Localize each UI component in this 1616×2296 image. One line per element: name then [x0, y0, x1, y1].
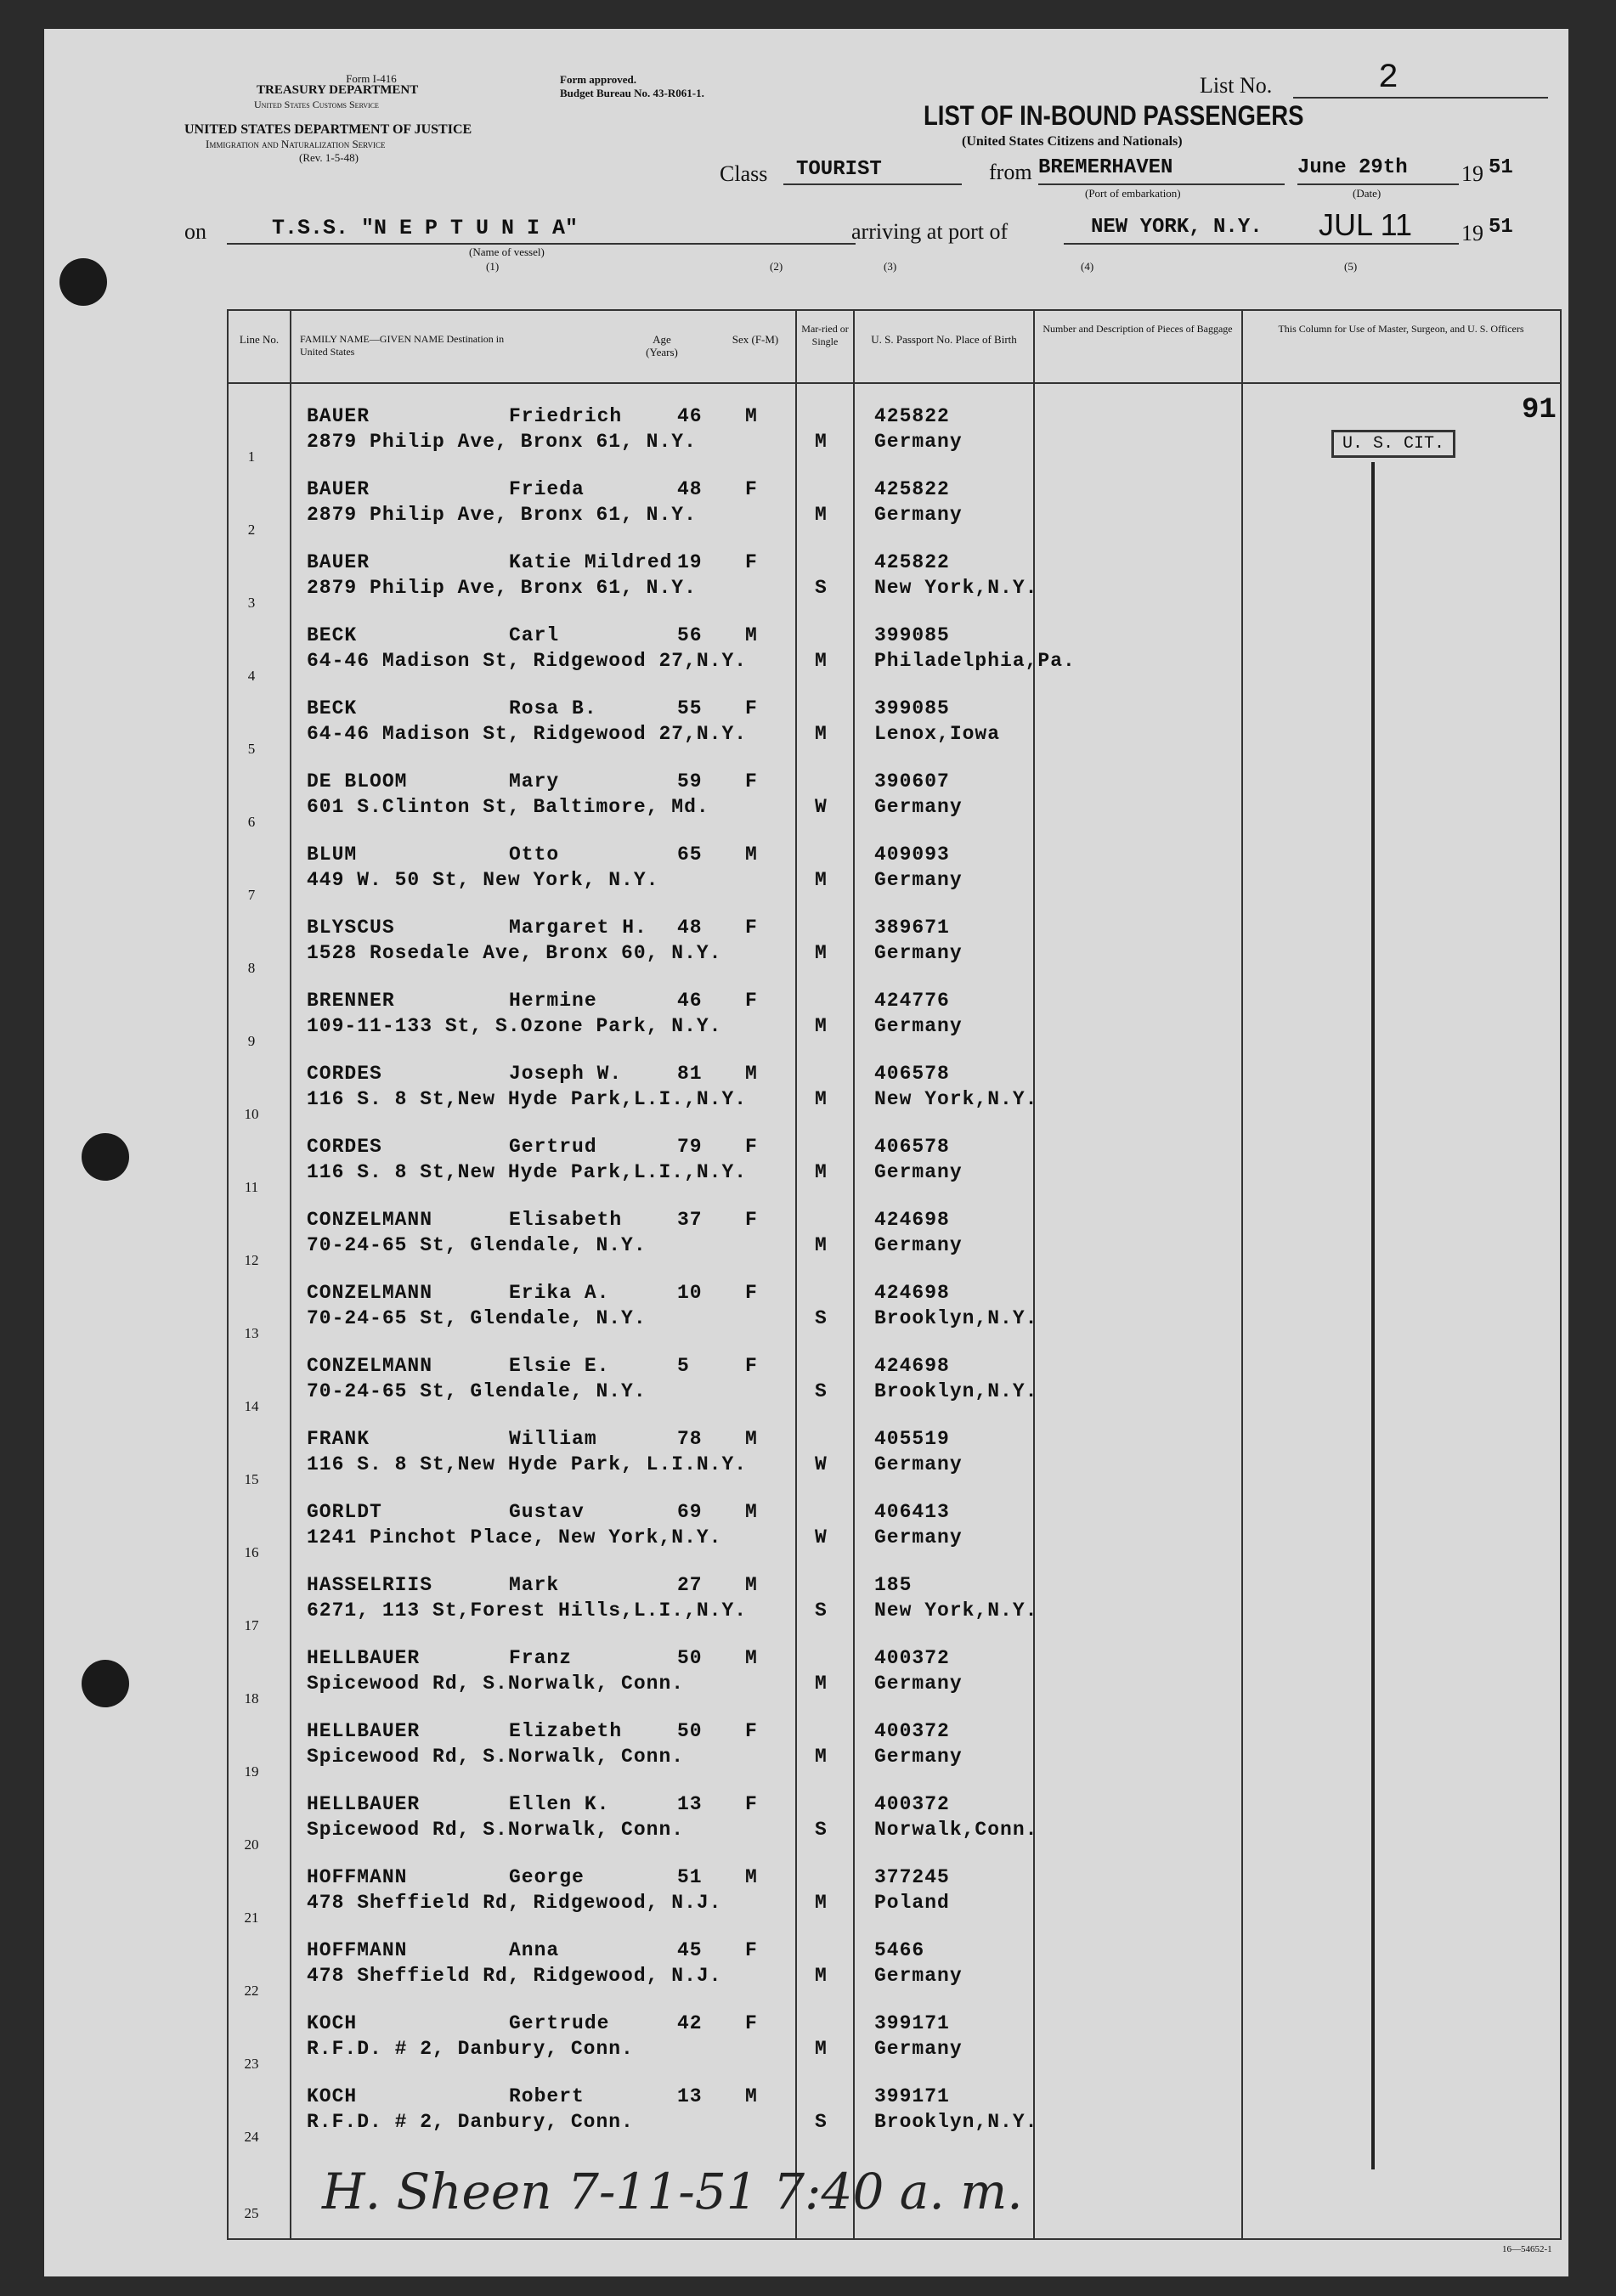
from-underline [1038, 183, 1285, 185]
revision: (Rev. 1-5-48) [299, 151, 359, 164]
passport-no: 400372 [874, 1793, 950, 1815]
family-name: HELLBAUER [307, 1720, 421, 1742]
table-row [229, 1719, 1560, 1792]
address: 1528 Rosedale Ave, Bronx 60, N.Y. [307, 942, 722, 964]
table-row [229, 1792, 1560, 1865]
age: 56 [677, 624, 703, 646]
punch-hole [82, 1133, 129, 1181]
age: 19 [677, 551, 703, 573]
from-label: from [989, 160, 1032, 184]
family-name: CORDES [307, 1063, 382, 1085]
passport-no: 406578 [874, 1136, 950, 1158]
sex: F [745, 478, 758, 500]
birth-place: Brooklyn,N.Y. [874, 1307, 1038, 1329]
address: 70-24-65 St, Glendale, N.Y. [307, 1234, 647, 1256]
table-row [229, 1062, 1560, 1135]
address: Spicewood Rd, S.Norwalk, Conn. [307, 1819, 685, 1841]
address: 116 S. 8 St,New Hyde Park,L.I.,N.Y. [307, 1088, 748, 1110]
class-underline [783, 183, 962, 185]
age: 46 [677, 405, 703, 427]
marital-status: M [815, 942, 828, 964]
family-name: FRANK [307, 1428, 370, 1450]
inspector-signature: H. Sheen 7-11-51 7:40 a. m. [322, 2163, 1023, 2220]
sex: F [745, 1793, 758, 1815]
passport-no: 399171 [874, 2012, 950, 2034]
age: 37 [677, 1209, 703, 1231]
sex: M [745, 1428, 758, 1450]
table-row [229, 1938, 1560, 2011]
sex: M [745, 624, 758, 646]
address: 2879 Philip Ave, Bronx 61, N.Y. [307, 577, 697, 599]
punch-hole [82, 1660, 129, 1707]
passport-no: 424698 [874, 1355, 950, 1377]
list-no-value: 2 [1378, 59, 1399, 98]
age: 42 [677, 2012, 703, 2034]
marital-status: M [815, 1965, 828, 1987]
line-number: 19 [244, 1763, 259, 1780]
port-embarkation: BREMERHAVEN [1038, 156, 1173, 179]
address: 70-24-65 St, Glendale, N.Y. [307, 1380, 647, 1402]
birth-place: Germany [874, 1746, 963, 1768]
family-name: HELLBAUER [307, 1647, 421, 1669]
family-name: CONZELMANN [307, 1282, 433, 1304]
line-number: 12 [244, 1252, 259, 1268]
departure-year: 51 [1489, 156, 1513, 179]
page-title: LIST OF IN-BOUND PASSENGERS [924, 100, 1304, 131]
address: 70-24-65 St, Glendale, N.Y. [307, 1307, 647, 1329]
marital-status: S [815, 1380, 828, 1402]
given-name: Franz [509, 1647, 573, 1669]
birth-place: Germany [874, 504, 963, 526]
birth-place: Germany [874, 1015, 963, 1037]
form-number: Form I-416 [346, 72, 397, 85]
col2-number: (2) [770, 260, 783, 273]
doj: UNITED STATES DEPARTMENT OF JUSTICE [184, 122, 472, 137]
vessel-caption: (Name of vessel) [469, 245, 545, 258]
line-number: 5 [247, 741, 256, 757]
passport-no: 399085 [874, 697, 950, 719]
line-number: 24 [244, 2129, 259, 2145]
age: 10 [677, 1282, 703, 1304]
departure-date: June 29th [1297, 156, 1408, 179]
family-name: BLYSCUS [307, 917, 395, 939]
line-number: 3 [247, 595, 256, 611]
sex: F [745, 1355, 758, 1377]
passport-no: 406413 [874, 1501, 950, 1523]
col-baggage: Number and Description of Pieces of Baggage [1042, 323, 1233, 335]
table-row [229, 916, 1560, 989]
birth-place: Germany [874, 1234, 963, 1256]
line-number: 13 [244, 1325, 259, 1341]
line-number: 23 [244, 2056, 259, 2072]
line-number: 21 [244, 1910, 259, 1926]
family-name: HOFFMANN [307, 1939, 408, 1961]
treasury-dept: TREASURY DEPARTMENT [257, 83, 419, 97]
sex: M [745, 1063, 758, 1085]
line-number: 8 [247, 960, 256, 976]
age: 48 [677, 917, 703, 939]
sex: F [745, 697, 758, 719]
budget-bureau: Budget Bureau No. 43-R061-1. [560, 87, 704, 99]
address: 116 S. 8 St,New Hyde Park, L.I.N.Y. [307, 1453, 748, 1475]
marital-status: S [815, 1819, 828, 1841]
address: 64-46 Madison St, Ridgewood 27,N.Y. [307, 723, 748, 745]
age: 45 [677, 1939, 703, 1961]
sex: M [745, 1647, 758, 1669]
given-name: Hermine [509, 990, 597, 1012]
address: 109-11-133 St, S.Ozone Park, N.Y. [307, 1015, 722, 1037]
sex: F [745, 917, 758, 939]
age: 46 [677, 990, 703, 1012]
arrival-year: 51 [1489, 216, 1513, 239]
passport-no: 424698 [874, 1209, 950, 1231]
birth-place: Philadelphia,Pa. [874, 650, 1076, 672]
passport-no: 400372 [874, 1720, 950, 1742]
line-number: 7 [247, 887, 256, 903]
date-underline [1297, 183, 1459, 185]
line-number: 2 [247, 522, 256, 538]
footer-code: 16—54652-1 [1502, 2244, 1552, 2254]
customs-service: United States Customs Service [254, 99, 379, 110]
given-name: Ellen K. [509, 1793, 610, 1815]
line-number: 15 [244, 1471, 259, 1487]
family-name: HOFFMANN [307, 1866, 408, 1888]
passport-no: 425822 [874, 405, 950, 427]
address: R.F.D. # 2, Danbury, Conn. [307, 2038, 634, 2060]
passport-no: 399085 [874, 624, 950, 646]
table-row [229, 1281, 1560, 1354]
address: Spicewood Rd, S.Norwalk, Conn. [307, 1746, 685, 1768]
citizen-bracket-line [1371, 462, 1375, 2169]
birth-place: Poland [874, 1892, 950, 1914]
birth-place: Germany [874, 2038, 963, 2060]
family-name: HELLBAUER [307, 1793, 421, 1815]
age: 27 [677, 1574, 703, 1596]
table-row [229, 1865, 1560, 1938]
given-name: Gertrude [509, 2012, 610, 2034]
address: 64-46 Madison St, Ridgewood 27,N.Y. [307, 650, 748, 672]
passport-no: 424698 [874, 1282, 950, 1304]
class-value: TOURIST [796, 158, 882, 181]
list-no-label: List No. [1200, 73, 1273, 98]
sex: M [745, 1574, 758, 1596]
line-number: 14 [244, 1398, 259, 1414]
punch-hole [59, 258, 107, 306]
table-row [229, 843, 1560, 916]
given-name: Erika A. [509, 1282, 610, 1304]
given-name: Rosa B. [509, 697, 597, 719]
birth-place: New York,N.Y. [874, 577, 1038, 599]
address: 6271, 113 St,Forest Hills,L.I.,N.Y. [307, 1599, 748, 1622]
given-name: Mary [509, 770, 560, 793]
table-row [229, 697, 1560, 770]
col-married: Mar-ried or Single [801, 323, 849, 347]
date-caption: (Date) [1353, 187, 1382, 200]
family-name: KOCH [307, 2012, 358, 2034]
marital-status: M [815, 1015, 828, 1037]
age: 78 [677, 1428, 703, 1450]
age: 13 [677, 2085, 703, 2107]
age: 51 [677, 1866, 703, 1888]
given-name: Katie Mildred [509, 551, 673, 573]
marital-status: W [815, 1453, 828, 1475]
table-row [229, 1135, 1560, 1208]
marital-status: M [815, 431, 828, 453]
birth-place: Norwalk,Conn. [874, 1819, 1038, 1841]
address: 2879 Philip Ave, Bronx 61, N.Y. [307, 504, 697, 526]
sex: F [745, 1282, 758, 1304]
list-no-underline [1293, 97, 1548, 99]
col-age: Age (Years) [646, 333, 678, 358]
arrival-year-prefix: 19 [1461, 221, 1483, 245]
given-name: Margaret H. [509, 917, 647, 939]
col-officers: This Column for Use of Master, Surgeon, and U. S. Officers [1278, 323, 1524, 335]
line-number: 1 [247, 448, 256, 465]
line-number: 16 [244, 1544, 259, 1560]
age: 79 [677, 1136, 703, 1158]
given-name: Robert [509, 2085, 585, 2107]
birth-place: Germany [874, 796, 963, 818]
marital-status: W [815, 1526, 828, 1549]
family-name: BAUER [307, 551, 370, 573]
sex: F [745, 1939, 758, 1961]
given-name: Elsie E. [509, 1355, 610, 1377]
address: 478 Sheffield Rd, Ridgewood, N.J. [307, 1892, 722, 1914]
family-name: BRENNER [307, 990, 395, 1012]
marital-status: S [815, 1599, 828, 1622]
on-label: on [184, 219, 206, 244]
us-citizen-stamp: U. S. CIT. [1331, 430, 1455, 458]
given-name: Gertrud [509, 1136, 597, 1158]
passport-no: 425822 [874, 551, 950, 573]
passport-no: 424776 [874, 990, 950, 1012]
date-year-prefix: 19 [1461, 161, 1483, 186]
family-name: CONZELMANN [307, 1209, 433, 1231]
col-passport: U. S. Passport No. Place of Birth [871, 333, 1017, 346]
sex: F [745, 2012, 758, 2034]
birth-place: Germany [874, 869, 963, 891]
passport-no: 405519 [874, 1428, 950, 1450]
address: Spicewood Rd, S.Norwalk, Conn. [307, 1673, 685, 1695]
passport-no: 5466 [874, 1939, 925, 1961]
family-name: GORLDT [307, 1501, 382, 1523]
col1-number: (1) [486, 260, 500, 273]
sex: F [745, 990, 758, 1012]
port-underline [1064, 243, 1459, 245]
table-row [229, 1208, 1560, 1281]
family-name: CORDES [307, 1136, 382, 1158]
age: 69 [677, 1501, 703, 1523]
col5-number: (5) [1344, 260, 1358, 273]
age: 59 [677, 770, 703, 793]
table-row [229, 989, 1560, 1062]
birth-place: New York,N.Y. [874, 1599, 1038, 1622]
marital-status: M [815, 1088, 828, 1110]
arrival-port: NEW YORK, N.Y. [1091, 216, 1263, 239]
table-row [229, 2011, 1560, 2084]
birth-place: New York,N.Y. [874, 1088, 1038, 1110]
col-name: FAMILY NAME—GIVEN NAME Destination in United States [300, 333, 505, 358]
family-name: BAUER [307, 405, 370, 427]
table-row [229, 477, 1560, 550]
marital-status: S [815, 2111, 828, 2133]
marital-status: M [815, 504, 828, 526]
table-row [229, 770, 1560, 843]
sex: F [745, 1209, 758, 1231]
passport-no: 406578 [874, 1063, 950, 1085]
table-row [229, 550, 1560, 623]
sex: M [745, 405, 758, 427]
vessel-underline [227, 243, 856, 245]
sex: M [745, 1866, 758, 1888]
marital-status: S [815, 1307, 828, 1329]
col4-number: (4) [1081, 260, 1094, 273]
table-row [229, 1354, 1560, 1427]
marital-status: M [815, 1892, 828, 1914]
table-row [229, 623, 1560, 697]
passport-no: 399171 [874, 2085, 950, 2107]
address: 2879 Philip Ave, Bronx 61, N.Y. [307, 431, 697, 453]
passport-no: 425822 [874, 478, 950, 500]
line-number: 10 [244, 1106, 259, 1122]
marital-status: M [815, 1234, 828, 1256]
given-name: Mark [509, 1574, 560, 1596]
age: 65 [677, 843, 703, 866]
birth-place: Germany [874, 1673, 963, 1695]
col3-number: (3) [884, 260, 897, 273]
age: 81 [677, 1063, 703, 1085]
passport-no: 409093 [874, 843, 950, 866]
line-number: 22 [244, 1983, 259, 1999]
marital-status: M [815, 650, 828, 672]
address: 449 W. 50 St, New York, N.Y. [307, 869, 659, 891]
address: 601 S.Clinton St, Baltimore, Md. [307, 796, 709, 818]
ins: Immigration and Naturalization Service [206, 138, 386, 150]
line-number: 20 [244, 1836, 259, 1853]
marital-status: M [815, 1746, 828, 1768]
vessel-name: T.S.S. "N E P T U N I A" [272, 216, 579, 240]
line-number: 18 [244, 1690, 259, 1706]
line-number: 9 [247, 1033, 256, 1049]
line-number: 6 [247, 814, 256, 830]
sex: M [745, 843, 758, 866]
age: 50 [677, 1720, 703, 1742]
age: 13 [677, 1793, 703, 1815]
given-name: Carl [509, 624, 560, 646]
sex: F [745, 1720, 758, 1742]
given-name: Gustav [509, 1501, 585, 1523]
sex: F [745, 1136, 758, 1158]
age: 5 [677, 1355, 690, 1377]
given-name: Elisabeth [509, 1209, 623, 1231]
given-name: Elizabeth [509, 1720, 623, 1742]
birth-place: Germany [874, 1965, 963, 1987]
arriving-label: arriving at port of [851, 219, 1009, 244]
passport-no: 377245 [874, 1866, 950, 1888]
given-name: Anna [509, 1939, 560, 1961]
table-row [229, 1500, 1560, 1573]
family-name: CONZELMANN [307, 1355, 433, 1377]
line-number: 17 [244, 1617, 259, 1633]
col-line-no: Line No. [239, 333, 280, 346]
passenger-table [227, 309, 1562, 2240]
passport-no: 185 [874, 1574, 913, 1596]
birth-place: Brooklyn,N.Y. [874, 2111, 1038, 2133]
age: 55 [677, 697, 703, 719]
given-name: William [509, 1428, 597, 1450]
marital-status: M [815, 2038, 828, 2060]
marital-status: W [815, 796, 828, 818]
sex: M [745, 2085, 758, 2107]
line-number-25: 25 [244, 2205, 259, 2221]
table-row [229, 2084, 1560, 2158]
address: R.F.D. # 2, Danbury, Conn. [307, 2111, 634, 2133]
page-subtitle: (United States Citizens and Nationals) [962, 134, 1183, 149]
given-name: Otto [509, 843, 560, 866]
marital-status: M [815, 723, 828, 745]
family-name: BAUER [307, 478, 370, 500]
sex: M [745, 1501, 758, 1523]
passport-no: 390607 [874, 770, 950, 793]
passport-no: 400372 [874, 1647, 950, 1669]
family-name: KOCH [307, 2085, 358, 2107]
address: 1241 Pinchot Place, New York,N.Y. [307, 1526, 722, 1549]
address: 478 Sheffield Rd, Ridgewood, N.J. [307, 1965, 722, 1987]
form-approved: Form approved. [560, 73, 637, 86]
line-number: 11 [244, 1179, 259, 1195]
given-name: Joseph W. [509, 1063, 623, 1085]
birth-place: Lenox,Iowa [874, 723, 1001, 745]
table-row [229, 1573, 1560, 1646]
given-name: Frieda [509, 478, 585, 500]
class-label: Class [720, 161, 768, 186]
family-name: DE BLOOM [307, 770, 408, 793]
birth-place: Germany [874, 1526, 963, 1549]
table-row [229, 1427, 1560, 1500]
family-name: BECK [307, 624, 358, 646]
col-sex: Sex (F-M) [732, 333, 779, 346]
age: 48 [677, 478, 703, 500]
marital-status: S [815, 577, 828, 599]
table-row [229, 1646, 1560, 1719]
arrival-date-stamp: JUL 11 [1319, 207, 1413, 242]
family-name: BLUM [307, 843, 358, 866]
sex: F [745, 551, 758, 573]
marital-status: M [815, 1673, 828, 1695]
port-embarkation-caption: (Port of embarkation) [1085, 187, 1181, 200]
line-number: 4 [247, 668, 256, 684]
family-name: BECK [307, 697, 358, 719]
address: 116 S. 8 St,New Hyde Park,L.I.,N.Y. [307, 1161, 748, 1183]
passport-no: 389671 [874, 917, 950, 939]
birth-place: Germany [874, 1453, 963, 1475]
birth-place: Germany [874, 1161, 963, 1183]
page-number: 91 [1522, 394, 1557, 426]
header-divider [229, 382, 1560, 384]
birth-place: Germany [874, 942, 963, 964]
birth-place: Germany [874, 431, 963, 453]
marital-status: M [815, 1161, 828, 1183]
family-name: HASSELRIIS [307, 1574, 433, 1596]
given-name: George [509, 1866, 585, 1888]
age: 50 [677, 1647, 703, 1669]
marital-status: M [815, 869, 828, 891]
given-name: Friedrich [509, 405, 623, 427]
birth-place: Brooklyn,N.Y. [874, 1380, 1038, 1402]
sex: F [745, 770, 758, 793]
manifest-page [44, 29, 1568, 2276]
